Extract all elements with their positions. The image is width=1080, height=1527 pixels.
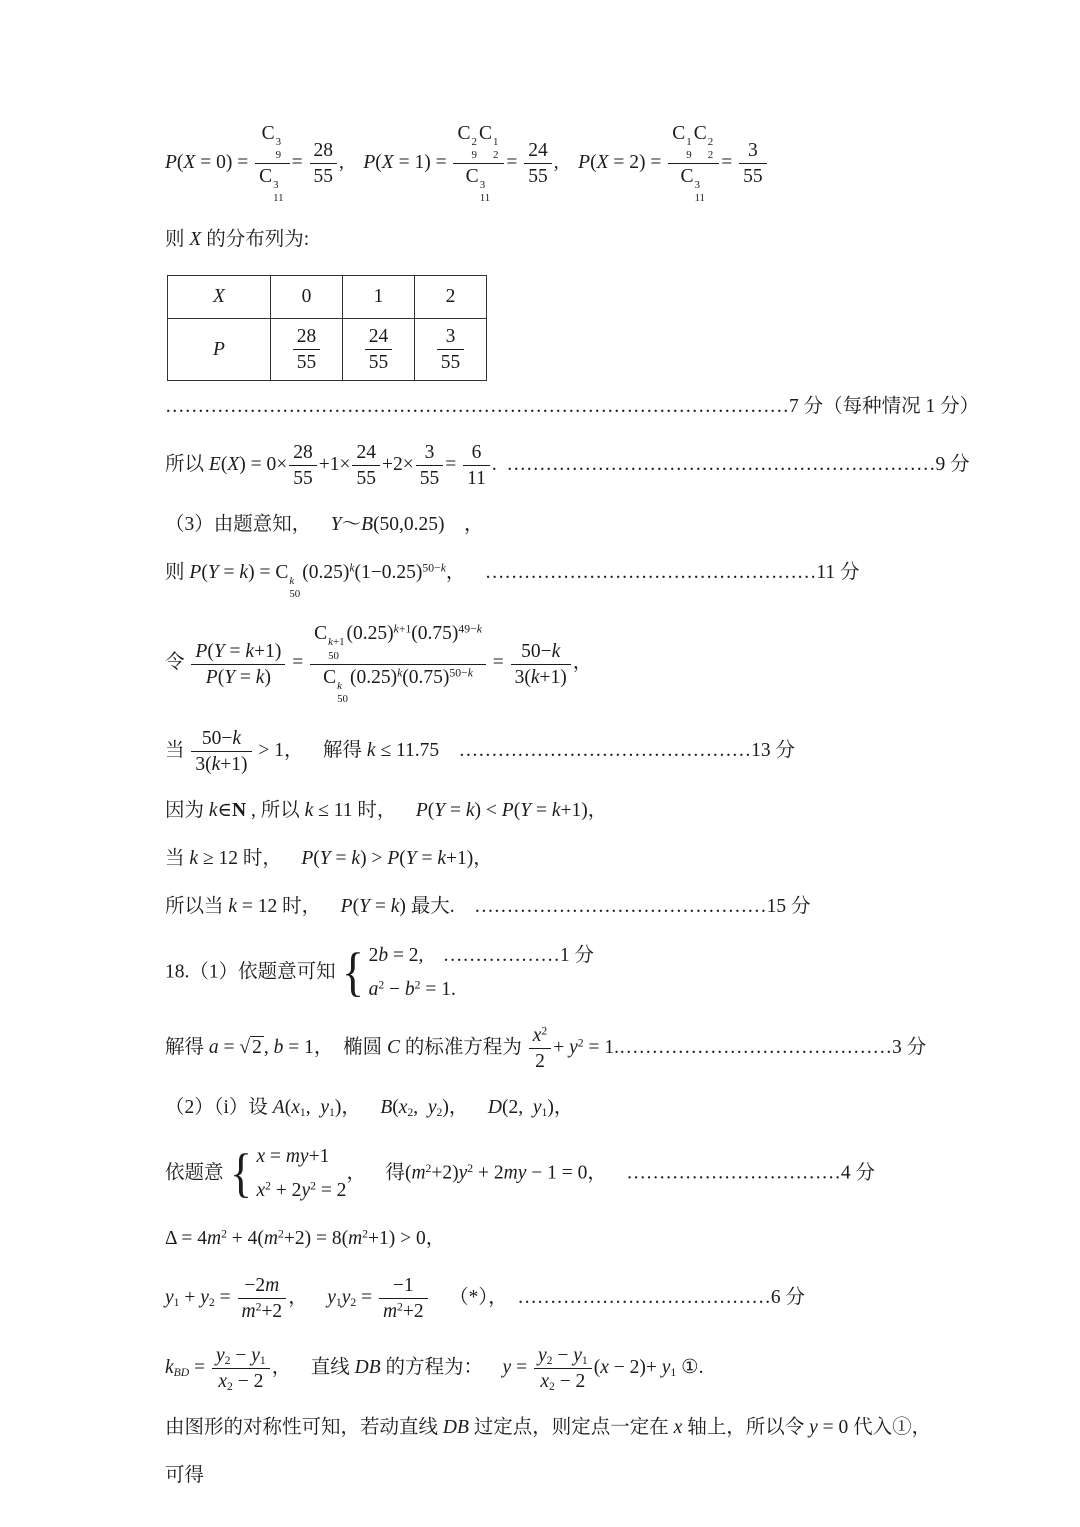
distribution-table xyxy=(167,275,487,381)
text-points-setup: （2）（i）设 $A(x_1$, $y_1$)， $B(x_2$, $y_2$)， D(2, $y_1$)， xyxy=(165,1097,574,1120)
table-p-label: P xyxy=(213,338,225,360)
table-x-label-cell xyxy=(168,275,271,318)
text-distribution-intro: 则 X 的分布列为: xyxy=(165,229,310,251)
text-symmetry-argument: 由图形的对称性可知，若动直线 DB 过定点，则定点一定在 x 轴上，所以令 y = 0 代入①， xyxy=(165,1416,932,1438)
text-k-max: 所以当 k = 12 时， P(Y = k) 最大. ………………………………………15 分 xyxy=(165,896,811,918)
formula-ratio: 令 $\frac{P(Y = k+1)}{P(Y = k)}$ = C k+1 50 $(0.25)^{k+1}(0.75)^{49-k}$ C k 50 $(0.25)^k(0.75)^{50-k}$ = $\frac{50-k}{3(k+1)}$ ， xyxy=(165,623,593,705)
formula-expectation: 所以 E(X) = 0× $\frac{28}{55}$ +1× $\frac{24}{55}$ +2× $\frac{3}{55}$ = $\frac{6}{11}$ . …………………………………………………………9 分 xyxy=(165,441,970,489)
formula-ellipse-equation: 解得 a = √ 2 , b = 1， 椭圆 C 的标准方程为 $\frac{x^2}{2}$ + $y^2$ = 1.……………………………………3 分 xyxy=(165,1024,927,1073)
formula-line-db: $k_{BD}$ = $\frac{y_2 - y_1}{x_2 - 2}$ ， 直线 DB 的方程为： y = $\frac{y_2 - y_1}{x_2 - 2}$ $(x - 2)+ y_1$ ①. xyxy=(165,1344,704,1393)
formula-pyk: 则 P(Y = k) = C k 50 $(0.25)^k(1-0.25)^{50-k}$， ……………………………………………11 分 xyxy=(165,561,860,601)
formula-discriminant: $\Delta = 4m^2 + 4(m^2+2) = 8(m^2+1) > 0$， xyxy=(165,1227,446,1250)
table-x-value-0: 0 xyxy=(271,275,343,318)
formula-substitution-system: 依题意 { x = my+1 $x^2 + 2y^2 = 2$ ， 得$(m^2+2)y^2 + 2my - 1 = 0$， ……………………………4 分 xyxy=(165,1142,875,1203)
table-p-value-1: $\frac{24}{55}$ xyxy=(343,318,415,380)
table-p-value-0: $\frac{28}{55}$ xyxy=(271,318,343,380)
score-line-7: ……………………………………………………………………………………7 分（每种情况 1 分） xyxy=(165,395,980,417)
text-conclusion: 可得 xyxy=(165,1464,205,1486)
text-because-k-in-n: 因为 k∈N , 所以 k ≤ 11 时， P(Y = k) < P(Y = k+1)， xyxy=(165,799,608,821)
table-p-label-cell xyxy=(168,318,271,380)
formula-vieta: $y_1 + y_2$ = $\frac{-2m}{m^2+2}$ ， $y_1y_2$ = $\frac{-1}{m^2+2}$ （*）， …………………………………6 分 xyxy=(165,1274,806,1322)
text-part3-intro: （3）由题意知， Y～B(50,0.25) ， xyxy=(165,513,484,535)
table-row-p xyxy=(168,318,487,380)
table-x-value-1: 1 xyxy=(343,275,415,318)
table-row-x xyxy=(168,275,487,318)
formula-prob-distribution: P(X = 0) = C 3 9 C 3 11 = $\frac{28}{55}$ , P(X = 1) = C 2 9 C 1 2 C 3 11 = $\frac{24}{55}$ , P(X = 2) = C 1 9 C 2 2 C 3 11 = $\frac{3}{55}$ xyxy=(165,122,945,205)
solution-content xyxy=(165,122,980,1510)
table-p-value-2: $\frac{3}{55}$ xyxy=(415,318,487,380)
table-x-label: X xyxy=(213,286,225,308)
formula-q18-system: 18.（1）依题意可知 { 2b = 2, ………………1 分 $a^2 - b^2 = 1$. xyxy=(165,941,595,1002)
text-k-ge-12: 当 k ≥ 12 时， P(Y = k) > P(Y = k+1)， xyxy=(165,848,493,870)
table-x-value-2: 2 xyxy=(415,275,487,318)
formula-threshold: 当 $\frac{50-k}{3(k+1)}$ > 1， 解得 k ≤ 11.75 ………………………………………13 分 xyxy=(165,727,796,775)
